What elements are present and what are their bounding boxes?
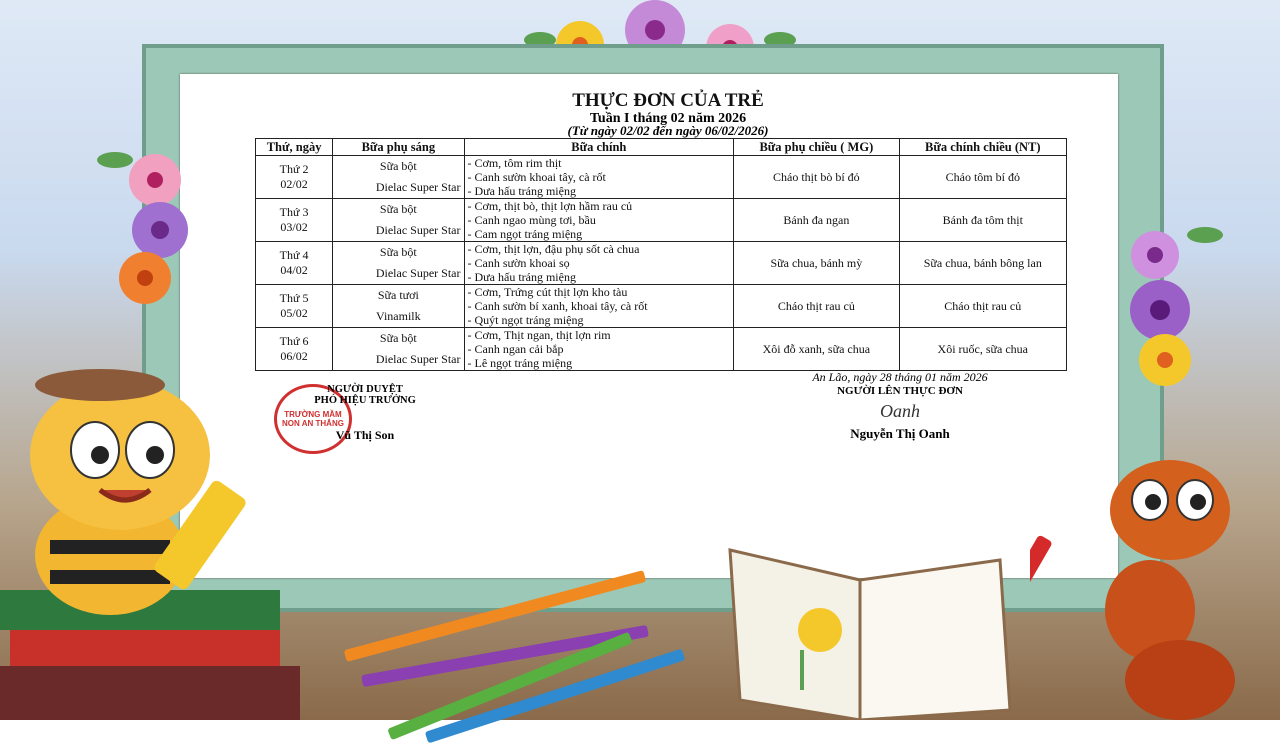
menu-date-range: (Từ ngày 02/02 đến ngày 06/02/2026)	[567, 123, 769, 138]
menu-title: THỰC ĐƠN CỦA TRẺ	[572, 90, 764, 111]
afternoon-snack-cell: Bánh đa ngan	[734, 199, 899, 242]
afternoon-main-cell: Bánh đa tôm thịt	[899, 199, 1066, 242]
signing-date: An Lão, ngày 28 tháng 01 năm 2026	[812, 370, 988, 384]
open-book-illustration	[700, 530, 1030, 720]
menu-week: Tuần I tháng 02 năm 2026	[589, 111, 747, 126]
table-row	[256, 242, 1067, 285]
afternoon-main-cell: Cháo thịt rau củ	[899, 285, 1066, 328]
afternoon-main-cell: Cháo tôm bí đỏ	[899, 156, 1066, 199]
day-cell: Thứ 4 04/02	[256, 242, 333, 285]
main-meal-cell: - Cơm, thịt bò, thịt lợn hầm rau củ - Canh ngao mùng tơi, bầu - Cam ngọt tráng miệng	[464, 199, 734, 242]
afternoon-snack-cell: Cháo thịt bò bí đỏ	[734, 156, 899, 199]
header-main-meal: Bữa chính	[464, 139, 734, 156]
morning-snack-cell: Sữa bột Dielac Super Star	[333, 199, 464, 242]
table-header-row	[256, 139, 1067, 156]
afternoon-main-cell: Sữa chua, bánh bông lan	[899, 242, 1066, 285]
afternoon-snack-cell: Cháo thịt rau củ	[734, 285, 899, 328]
header-morning-snack: Bữa phụ sáng	[333, 139, 464, 156]
morning-snack-cell: Sữa bột Dielac Super Star	[333, 156, 464, 199]
author-signature-block	[770, 370, 1030, 442]
menu-table	[255, 138, 1067, 371]
flowers-right-decoration	[1095, 215, 1235, 395]
main-meal-cell: - Cơm, Trứng cút thịt lợn kho tàu - Canh sườn bí xanh, khoai tây, cà rốt - Quýt ngọt tráng miệng	[464, 285, 734, 328]
main-meal-cell: - Cơm, tôm rim thịt - Canh sườn khoai tây, cà rốt - Dưa hấu tráng miệng	[464, 156, 734, 199]
approver-role: NGƯỜI DUYỆT	[327, 384, 403, 395]
table-row	[256, 285, 1067, 328]
header-day: Thứ, ngày	[256, 139, 333, 156]
day-cell: Thứ 6 06/02	[256, 328, 333, 371]
header-afternoon-snack-mg: Bữa phụ chiều ( MG)	[734, 139, 899, 156]
day-cell: Thứ 2 02/02	[256, 156, 333, 199]
school-stamp: TRƯỜNG MẦM NON AN THẮNG	[274, 384, 352, 454]
morning-snack-cell: Sữa tươi Vinamilk	[333, 285, 464, 328]
header-afternoon-main-nt: Bữa chính chiều (NT)	[899, 139, 1066, 156]
afternoon-snack-cell: Xôi đỗ xanh, sữa chua	[734, 328, 899, 371]
main-meal-cell: - Cơm, Thịt ngan, thịt lợn rim - Canh ngan cải bắp - Lê ngọt tráng miệng	[464, 328, 734, 371]
afternoon-main-cell: Xôi ruốc, sữa chua	[899, 328, 1066, 371]
table-row	[256, 156, 1067, 199]
morning-snack-cell: Sữa bột Dielac Super Star	[333, 328, 464, 371]
author-role: NGƯỜI LÊN THỰC ĐƠN	[837, 385, 963, 397]
ant-character-illustration	[1030, 440, 1280, 720]
approver-title: PHÓ HIỆU TRƯỞNG	[314, 395, 416, 406]
table-row	[256, 199, 1067, 242]
bee-character-illustration	[0, 360, 320, 720]
main-meal-cell: - Cơm, thịt lợn, đậu phụ sốt cà chua - Canh sườn khoai sọ - Dưa hấu tráng miệng	[464, 242, 734, 285]
flowers-left-decoration	[85, 140, 215, 320]
day-cell: Thứ 5 05/02	[256, 285, 333, 328]
table-row	[256, 328, 1067, 371]
author-name: Nguyễn Thị Oanh	[850, 426, 950, 441]
afternoon-snack-cell: Sữa chua, bánh mỳ	[734, 242, 899, 285]
handwritten-signature: Oanh	[880, 401, 920, 421]
approver-name: Vũ Thị Son	[335, 428, 395, 442]
day-cell: Thứ 3 03/02	[256, 199, 333, 242]
morning-snack-cell: Sữa bột Dielac Super Star	[333, 242, 464, 285]
